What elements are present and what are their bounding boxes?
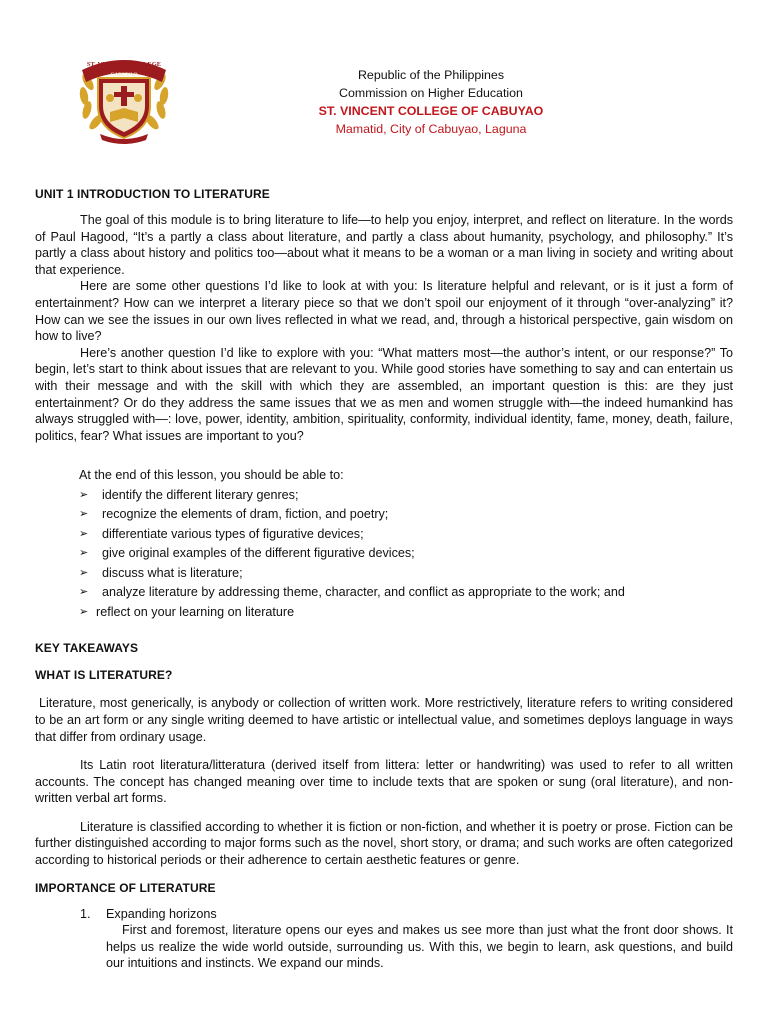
definition-paragraph: Literature, most generically, is anybody or collection of written work. More restrictively, literature refers to writing considered to be an art form or any single writing deemed to have artistic or intellectual value, and sometimes deploys language in ways that differ from ordinary usage. <box>35 696 733 744</box>
header-line-1: Republic of the Philippines <box>357 68 505 82</box>
arrow-bullet-icon: ➢ <box>79 547 89 560</box>
item-body: First and foremost, literature opens our eyes and makes us see more than just what the front door shows. It helps us realize the wide world outside, surrounding us. With this, we begin to learn, ask questions, and build our intuitions and instincts. We expand our minds. <box>106 923 733 971</box>
header-line-2: Commission on Higher Education <box>339 86 523 100</box>
arrow-bullet-icon: ➢ <box>79 605 89 618</box>
importance-heading: IMPORTANCE OF LITERATURE <box>35 880 216 895</box>
list-item: ➢ give original examples of the different figurative devices; <box>79 544 733 564</box>
school-name: ST. VINCENT COLLEGE OF CABUYAO <box>318 104 544 118</box>
document-header <box>300 66 562 138</box>
list-item: ➢ analyze literature by addressing theme, character, and conflict as appropriate to the work; and <box>79 583 733 603</box>
arrow-bullet-icon: ➢ <box>79 586 89 599</box>
arrow-bullet-icon: ➢ <box>79 566 89 579</box>
definition-paragraph: Its Latin root literatura/litteratura (derived itself from littera: letter or handwriting) was used to refer to all written accounts. The concept has changed meaning over time to include texts that are spoken or sung (oral literature), and non-written verbal art forms. <box>35 758 733 806</box>
item-number: 1. <box>80 906 91 921</box>
arrow-bullet-icon: ➢ <box>79 527 89 540</box>
emblem-dot-icon <box>106 94 114 102</box>
what-is-literature-heading: WHAT IS LITERATURE? <box>35 668 173 683</box>
school-address: Mamatid, City of Cabuyao, Laguna <box>335 122 527 136</box>
intro-paragraph: The goal of this module is to bring literature to life—to help you enjoy, interpret, and reflect on literature. In the words of Paul Hagood, “It’s a partly a class about literature, and partly a class about humanity, psychology, and philosophy.” It’s partly a class about history and politics too—about what it means to be a woman or a man living in society and writing about that experience. <box>35 213 733 277</box>
arrow-bullet-icon: ➢ <box>79 488 89 501</box>
item-heading: Expanding horizons <box>106 906 217 921</box>
intro-paragraph: Here are some other questions I’d like to look at with you: Is literature helpful and relevant, or is it just a form of entertainment? How can we interpret a literary piece so that we don’t spoil our enjoyment of it through “over-analyzing” it? How can we see the issues in our own lives reflected in what we read, and, through a historical perspective, gain wisdom on how to live? <box>35 279 733 344</box>
definition-paragraph: Literature is classified according to whether it is fiction or non-fiction, and whether it is poetry or prose. Fiction can be further distinguished according to major forms such as the novel, short story, or drama; and such works are often categorized according to historical periods or their adherence to certain aesthetic features or genre. <box>35 819 733 868</box>
document-body <box>35 187 733 972</box>
unit-title: UNIT 1 INTRODUCTION TO LITERATURE <box>35 187 270 201</box>
intro-paragraph: Here’s another question I’d like to explore with you: “What matters most—the author’s intent, or our response?” To begin, let’s start to think about issues that are relevant to you. While good stories have something to say and can entertain us with their message and with the skill with which they are assembled, an important question is this: are they just entertainment? Or do they address the same issues that we as men and women struggle with—the indeed humankind has always struggled with—: love, power, identity, ambition, spirituality, conformity, individual identity, fame, money, death, failure, politics, fear? What issues are important to you? <box>35 345 733 443</box>
crest-ring-text: ST. VINCENT COLLEGE <box>86 61 162 68</box>
crest-banner-text: CABUYAO <box>110 72 138 78</box>
objectives-list <box>35 486 733 623</box>
list-item: ➢ identify the different literary genres; <box>79 486 733 506</box>
college-crest-logo <box>72 52 176 144</box>
list-item: ➢ differentiate various types of figurative devices; <box>79 525 733 545</box>
key-takeaways-heading: KEY TAKEAWAYS <box>35 641 139 656</box>
numbered-item <box>80 906 733 923</box>
list-item: ➢ discuss what is literature; <box>79 564 733 584</box>
list-item: ➢ reflect on your learning on literature <box>79 603 733 623</box>
list-item: ➢ recognize the elements of dram, fiction, and poetry; <box>79 505 733 525</box>
arrow-bullet-icon: ➢ <box>79 508 89 521</box>
objectives-intro: At the end of this lesson, you should be able to: <box>79 468 344 483</box>
